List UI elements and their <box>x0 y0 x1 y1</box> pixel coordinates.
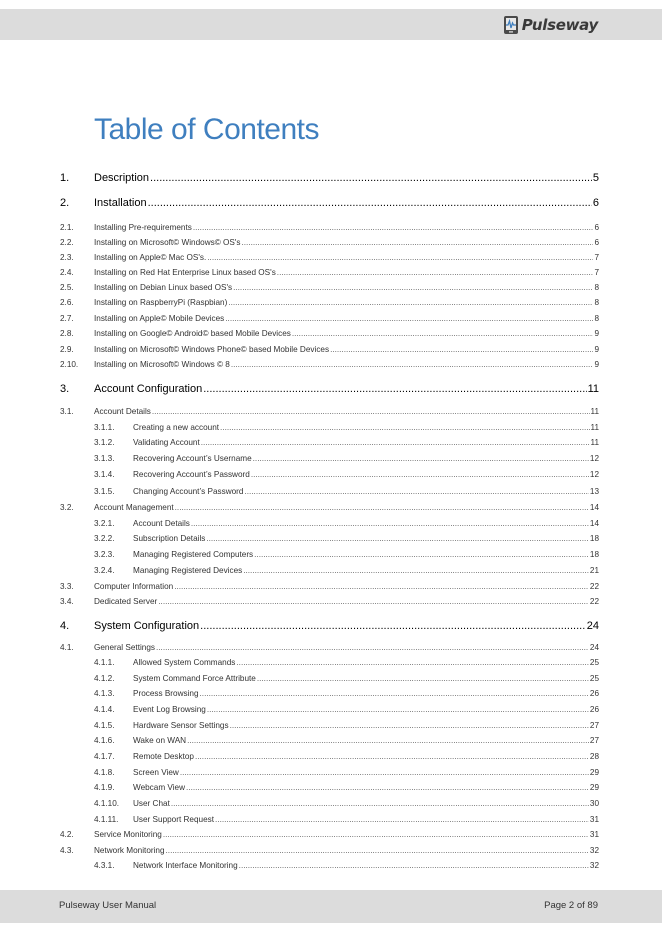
toc-entry-number: 3.1.2. <box>94 438 115 447</box>
toc-entry-page: 6 <box>594 223 599 232</box>
toc-entry-page: 14 <box>589 503 599 512</box>
toc-entry-page: 11 <box>590 438 599 447</box>
toc-entry[interactable] <box>60 295 599 307</box>
toc-entry-page: 28 <box>589 752 599 761</box>
toc-leader-dots <box>171 799 589 808</box>
toc-entry-page: 11 <box>587 383 599 395</box>
toc-leader-dots <box>233 283 593 292</box>
toc-entry[interactable] <box>60 843 599 855</box>
toc-leader-dots <box>207 705 589 714</box>
toc-leader-dots <box>253 454 589 463</box>
toc-entry-title: Wake on WAN <box>133 736 187 745</box>
toc-entry-title: Validating Account <box>133 438 200 447</box>
toc-entry-title: Allowed System Commands <box>133 658 236 667</box>
toc-entry-page: 26 <box>589 705 599 714</box>
toc-leader-dots <box>180 768 589 777</box>
toc-entry[interactable] <box>94 467 599 479</box>
toc-entry-page: 5 <box>592 172 599 184</box>
toc-leader-dots <box>166 846 589 855</box>
toc-entry-number: 1. <box>60 172 70 184</box>
toc-entry-number: 2. <box>60 197 70 209</box>
toc-entry[interactable] <box>94 780 599 792</box>
toc-entry-title: Subscription Details <box>133 534 206 543</box>
toc-leader-dots <box>254 550 589 559</box>
toc-entry-title: Remote Desktop <box>133 752 194 761</box>
toc-entry-number: 3.1. <box>60 407 74 416</box>
toc-entry[interactable] <box>94 733 599 745</box>
toc-entry-title: Installing on Microsoft© Windows© OS's <box>94 238 241 247</box>
toc-entry-page: 32 <box>589 846 599 855</box>
toc-leader-dots <box>330 345 593 354</box>
toc-entry-page: 29 <box>589 783 599 792</box>
toc-leader-dots <box>220 423 589 432</box>
toc-entry-number: 2.2. <box>60 238 74 247</box>
toc-entry-number: 3.2.2. <box>94 534 115 543</box>
toc-entry-page: 29 <box>589 768 599 777</box>
toc-entry-page: 6 <box>592 197 599 209</box>
toc-entry-page: 24 <box>586 620 599 632</box>
toc-leader-dots <box>191 519 589 528</box>
toc-entry[interactable] <box>94 484 599 496</box>
toc-entry-number: 4.1.6. <box>94 736 115 745</box>
toc-entry-number: 3.1.1. <box>94 423 115 432</box>
toc-leader-dots <box>187 736 589 745</box>
toc-leader-dots <box>200 689 589 698</box>
toc-entry[interactable] <box>94 420 599 432</box>
toc-entry-title: Installing on Google© Android© based Mobile Devices <box>94 329 291 338</box>
toc-leader-dots <box>244 487 588 496</box>
toc-entry-title: Service Monitoring <box>94 830 162 839</box>
toc-entry-number: 4.1.11. <box>94 815 119 824</box>
toc-entry-number: 2.6. <box>60 298 74 307</box>
toc-entry-page: 32 <box>589 861 599 870</box>
toc-entry-page: 22 <box>589 582 599 591</box>
toc-entry-title: Process Browsing <box>133 689 199 698</box>
brand-name: Pulseway <box>521 16 598 34</box>
toc-leader-dots <box>231 360 594 369</box>
toc-entry-title: Network Interface Monitoring <box>133 861 238 870</box>
toc-entry-page: 31 <box>589 815 599 824</box>
toc-entry[interactable] <box>60 500 599 512</box>
toc-leader-dots <box>201 438 590 447</box>
toc-entry[interactable] <box>94 451 599 463</box>
toc-entry-number: 3.1.3. <box>94 454 115 463</box>
toc-entry-title: Installing on Apple© Mobile Devices <box>94 314 225 323</box>
toc-entry-title: Description <box>94 172 150 184</box>
toc-entry[interactable] <box>60 342 599 354</box>
toc-entry-number: 3.1.4. <box>94 470 115 479</box>
toc-leader-dots <box>242 238 594 247</box>
toc-entry-number: 4.1.5. <box>94 721 115 730</box>
toc-entry-number: 4.1.7. <box>94 752 115 761</box>
toc-entry-title: Account Management <box>94 503 174 512</box>
toc-entry[interactable] <box>94 765 599 777</box>
toc-entry-page: 25 <box>589 674 599 683</box>
toc-entry-page: 12 <box>589 454 599 463</box>
toc-entry-number: 3.1.5. <box>94 487 115 496</box>
toc-entry-number: 4.1.8. <box>94 768 115 777</box>
toc-entry[interactable] <box>94 516 599 528</box>
toc-entry-number: 4.1.1. <box>94 658 115 667</box>
toc-entry-number: 4. <box>60 620 70 632</box>
toc-entry-number: 4.1.10. <box>94 799 120 808</box>
toc-entry[interactable] <box>94 686 599 698</box>
toc-entry[interactable] <box>94 671 599 683</box>
toc-leader-dots <box>228 298 593 307</box>
toc-entry-page: 21 <box>589 566 599 575</box>
toc-entry[interactable] <box>94 718 599 730</box>
toc-entry-number: 2.3. <box>60 253 74 262</box>
toc-entry-title: Installing on Microsoft© Windows © 8 <box>94 360 230 369</box>
toc-entry-page: 13 <box>589 487 599 496</box>
toc-entry-title: Event Log Browsing <box>133 705 206 714</box>
toc-entry[interactable] <box>94 547 599 559</box>
toc-entry[interactable] <box>94 812 599 824</box>
toc-entry[interactable] <box>94 563 599 575</box>
toc-entry[interactable] <box>60 381 599 395</box>
toc-entry-page: 24 <box>589 643 599 652</box>
toc-leader-dots <box>152 407 590 416</box>
toc-entry-page: 9 <box>594 360 599 369</box>
toc-leader-dots <box>225 314 593 323</box>
toc-entry-title: Installing on Red Hat Enterprise Linux based OS's <box>94 268 276 277</box>
toc-entry[interactable] <box>94 796 599 808</box>
toc-entry-title: Installing on RaspberryPi (Raspbian) <box>94 298 228 307</box>
toc-entry-number: 4.1. <box>60 643 74 652</box>
toc-entry-page: 18 <box>589 534 599 543</box>
toc-entry[interactable] <box>60 640 599 652</box>
toc-leader-dots <box>243 566 589 575</box>
toc-entry[interactable] <box>60 311 599 323</box>
toc-entry[interactable] <box>60 235 599 247</box>
pulseway-logo-icon <box>503 15 519 35</box>
toc-entry[interactable] <box>60 326 599 338</box>
toc-leader-dots <box>163 830 589 839</box>
toc-entry-title: User Chat <box>133 799 170 808</box>
toc-leader-dots <box>251 470 589 479</box>
toc-leader-dots <box>239 861 589 870</box>
toc-entry[interactable] <box>60 265 599 277</box>
toc-entry-number: 3.2.4. <box>94 566 115 575</box>
toc-entry-title: Installing Pre-requirements <box>94 223 192 232</box>
toc-entry-title: Computer Information <box>94 582 174 591</box>
pulseway-logo <box>503 14 598 36</box>
toc-entry[interactable] <box>60 594 599 606</box>
toc-entry-number: 2.1. <box>60 223 74 232</box>
toc-entry-title: Account Configuration <box>94 383 203 395</box>
toc-entry-page: 6 <box>594 238 599 247</box>
toc-entry-page: 8 <box>594 298 599 307</box>
toc-entry[interactable] <box>60 280 599 292</box>
toc-entry-number: 3.2.3. <box>94 550 115 559</box>
toc-entry[interactable] <box>94 435 599 447</box>
toc-entry-number: 3.2. <box>60 503 74 512</box>
toc-leader-dots <box>215 815 589 824</box>
toc-entry-title: Account Details <box>133 519 190 528</box>
toc-entry-page: 12 <box>589 470 599 479</box>
toc-entry-page: 27 <box>589 721 599 730</box>
toc-entry-page: 9 <box>594 329 599 338</box>
toc-entry[interactable] <box>60 250 599 262</box>
toc-entry-title: Webcam View <box>133 783 186 792</box>
toc-entry-number: 2.9. <box>60 345 74 354</box>
toc-entry[interactable] <box>94 702 599 714</box>
toc-leader-dots <box>150 172 592 184</box>
toc-entry[interactable] <box>60 220 599 232</box>
toc-leader-dots <box>203 383 586 395</box>
toc-entry[interactable] <box>60 579 599 591</box>
toc-entry[interactable] <box>94 655 599 667</box>
toc-entry-page: 11 <box>590 407 599 416</box>
toc-entry-title: Hardware Sensor Settings <box>133 721 229 730</box>
toc-entry-number: 4.1.4. <box>94 705 115 714</box>
toc-entry-number: 3. <box>60 383 70 395</box>
toc-entry-title: Managing Registered Computers <box>133 550 254 559</box>
toc-entry-title: Creating a new account <box>133 423 220 432</box>
toc-entry-title: Screen View <box>133 768 179 777</box>
toc-entry[interactable] <box>60 357 599 369</box>
toc-entry[interactable] <box>60 618 599 632</box>
toc-entry[interactable] <box>94 749 599 761</box>
toc-entry-title: Recovering Account’s Username <box>133 454 252 463</box>
toc-entry[interactable] <box>94 858 599 870</box>
toc-entry-number: 3.2.1. <box>94 519 115 528</box>
toc-entry-title: Account Details <box>94 407 151 416</box>
toc-leader-dots <box>206 534 589 543</box>
toc-leader-dots <box>195 752 589 761</box>
toc-entry-title: General Settings <box>94 643 155 652</box>
toc-leader-dots <box>148 197 592 209</box>
toc-leader-dots <box>193 223 594 232</box>
toc-leader-dots <box>175 503 589 512</box>
toc-entry-page: 31 <box>589 830 599 839</box>
footer-page-number: Page 2 of 89 <box>544 900 598 911</box>
toc-entry-title: Installation <box>94 197 147 209</box>
toc-entry-page: 26 <box>589 689 599 698</box>
toc-entry-title: Recovering Account’s Password <box>133 470 250 479</box>
toc-leader-dots <box>277 268 594 277</box>
toc-entry-title: Installing on Debian Linux based OS's <box>94 283 233 292</box>
toc-entry-number: 4.3. <box>60 846 74 855</box>
toc-entry-number: 2.5. <box>60 283 74 292</box>
toc-entry[interactable] <box>60 827 599 839</box>
toc-entry-number: 4.2. <box>60 830 74 839</box>
toc-entry-number: 4.1.2. <box>94 674 115 683</box>
toc-leader-dots <box>158 597 589 606</box>
toc-leader-dots <box>236 658 589 667</box>
toc-entry[interactable] <box>60 404 599 416</box>
toc-entry-title: User Support Request <box>133 815 215 824</box>
toc-entry-page: 25 <box>589 658 599 667</box>
toc-entry-page: 8 <box>594 314 599 323</box>
toc-entry-title: System Configuration <box>94 620 200 632</box>
toc-leader-dots <box>257 674 589 683</box>
toc-entry-title: Installing on Apple© Mac OS's. <box>94 253 207 262</box>
toc-entry-number: 4.1.9. <box>94 783 115 792</box>
toc-entry-title: Changing Account’s Password <box>133 487 244 496</box>
toc-entry-page: 22 <box>589 597 599 606</box>
toc-entry-page: 9 <box>594 345 599 354</box>
toc-leader-dots <box>186 783 589 792</box>
toc-leader-dots <box>292 329 594 338</box>
toc-entry-title: Installing on Microsoft© Windows Phone© based Mobile Devices <box>94 345 330 354</box>
toc-leader-dots <box>200 620 586 632</box>
page-title: Table of Contents <box>94 113 319 146</box>
toc-entry-number: 3.3. <box>60 582 74 591</box>
toc-leader-dots <box>174 582 589 591</box>
toc-entry-page: 18 <box>589 550 599 559</box>
toc-leader-dots <box>207 253 593 262</box>
toc-entry-title: Dedicated Server <box>94 597 158 606</box>
toc-entry-title: System Command Force Attribute <box>133 674 256 683</box>
toc-entry[interactable] <box>60 195 599 209</box>
toc-entry-number: 4.1.3. <box>94 689 115 698</box>
toc-leader-dots <box>230 721 589 730</box>
toc-entry-page: 8 <box>594 283 599 292</box>
toc-entry-number: 2.8. <box>60 329 74 338</box>
toc-entry-number: 2.10. <box>60 360 79 369</box>
toc-entry-page: 30 <box>589 799 599 808</box>
toc-entry-page: 27 <box>589 736 599 745</box>
toc-entry-title: Managing Registered Devices <box>133 566 243 575</box>
toc-entry[interactable] <box>60 170 599 184</box>
toc-entry-number: 2.4. <box>60 268 74 277</box>
toc-entry-number: 4.3.1. <box>94 861 115 870</box>
toc-entry-page: 11 <box>590 423 599 432</box>
toc-leader-dots <box>156 643 589 652</box>
footer-doc-title: Pulseway User Manual <box>59 900 157 911</box>
toc-entry-page: 7 <box>594 268 599 277</box>
toc-entry-page: 14 <box>589 519 599 528</box>
toc-entry-title: Network Monitoring <box>94 846 165 855</box>
toc-entry-page: 7 <box>594 253 599 262</box>
toc-entry[interactable] <box>94 531 599 543</box>
toc-entry-number: 2.7. <box>60 314 74 323</box>
toc-entry-number: 3.4. <box>60 597 74 606</box>
